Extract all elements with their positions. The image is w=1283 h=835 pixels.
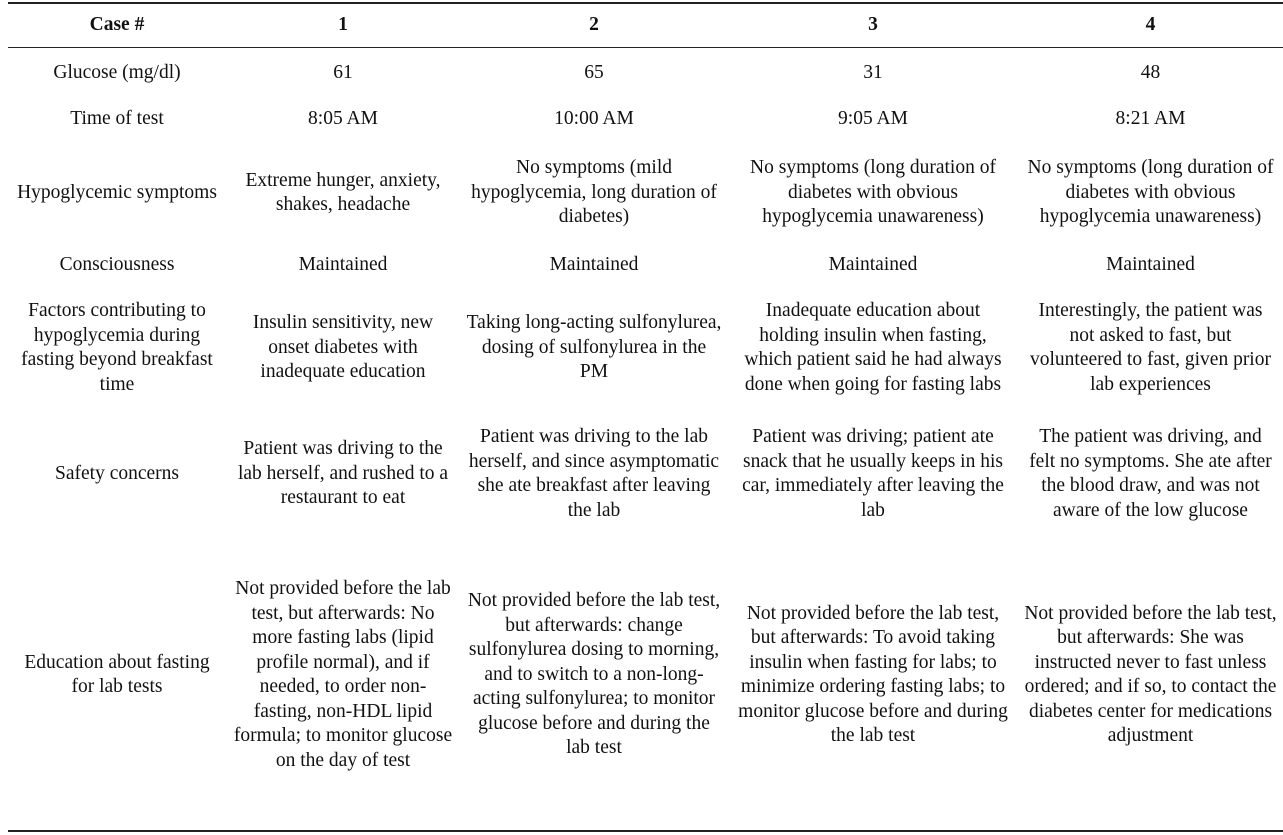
- row-label: Consciousness: [59, 254, 175, 276]
- table-cell: The patient was driving, and felt no symptoms. She ate after the blood draw, and was not aware of the low glucose: [1029, 426, 1272, 521]
- table-cell: Maintained: [549, 254, 639, 276]
- table-row-glucose: [8, 47, 1283, 100]
- header-case-2: 2: [589, 14, 599, 36]
- table-cell: 10:00 AM: [554, 107, 634, 129]
- table-cell: Maintained: [298, 254, 388, 276]
- table-cell: 9:05 AM: [838, 107, 908, 129]
- table-cell: Interestingly, the patient was not asked to fast, but volunteered to fast, given prior lab experiences: [1030, 300, 1271, 395]
- row-label: Education about fasting for lab tests: [24, 651, 210, 697]
- row-label: Glucose (mg/dl): [53, 62, 181, 84]
- table-header-row: [8, 4, 1283, 47]
- table-row-time-of-test: [8, 100, 1283, 138]
- table-row-contributing-factors: [8, 283, 1283, 413]
- table-cell: Patient was driving to the lab herself, and rushed to a restaurant to eat: [237, 438, 449, 509]
- table-bottom-rule: [8, 830, 1283, 832]
- table-cell: Patient was driving to the lab herself, and since asymptomatic she ate breakfast after leaving the lab: [468, 426, 720, 521]
- table-cell: 8:05 AM: [308, 107, 378, 129]
- row-label: Factors contributing to hypoglycemia during fasting beyond breakfast time: [21, 300, 213, 395]
- table-cell: Patient was driving; patient ate snack that he usually keeps in his car, immediately after leaving the lab: [742, 426, 1004, 521]
- row-label: Time of test: [70, 107, 164, 129]
- table-row-hypoglycemic-symptoms: [8, 138, 1283, 248]
- header-case-label: Case #: [89, 14, 145, 36]
- table-row-consciousness: [8, 248, 1283, 283]
- table-row-education: [8, 535, 1283, 815]
- table-cell: Extreme hunger, anxiety, shakes, headache: [245, 169, 441, 215]
- table-cell: 8:21 AM: [1115, 107, 1186, 129]
- row-label: Safety concerns: [55, 462, 179, 484]
- table-row-safety-concerns: [8, 413, 1283, 535]
- header-case-3: 3: [868, 14, 878, 36]
- table-cell: Not provided before the lab test, but afterwards: change sulfonylurea dosing to morning, and to switch to a non-long-acting sulfonylurea; to monitor glucose before and during the lab test: [467, 590, 721, 759]
- table-cell: 48: [1140, 62, 1161, 84]
- row-label: Hypoglycemic symptoms: [17, 181, 217, 203]
- table-cell: 65: [584, 62, 604, 84]
- table-cell: Inadequate education about holding insulin when fasting, which patient said he had always done when going for fasting labs: [744, 300, 1002, 395]
- table-cell: Maintained: [828, 254, 918, 276]
- table-cell: Maintained: [1106, 254, 1195, 276]
- table-cell: 61: [333, 62, 353, 84]
- table-cell: Insulin sensitivity, new onset diabetes with inadequate education: [252, 312, 434, 383]
- table-cell: Not provided before the lab test, but afterwards: To avoid taking insulin when fasting for labs; to minimize ordering fasting labs; to monitor glucose before and during the lab test: [738, 602, 1008, 746]
- table-cell: Taking long-acting sulfonylurea, dosing of sulfonylurea in the PM: [466, 312, 722, 383]
- case-comparison-table: [8, 4, 1283, 815]
- header-case-1: 1: [338, 14, 348, 36]
- table-cell: Not provided before the lab test, but afterwards: No more fasting labs (lipid profile normal), and if needed, to order non-fasting, non-HDL lipid formula; to monitor glucose on the day of test: [233, 578, 453, 771]
- header-case-4: 4: [1145, 14, 1156, 36]
- table-cell: 31: [863, 62, 883, 84]
- table-cell: No symptoms (long duration of diabetes with obvious hypoglycemia unawareness): [1027, 157, 1274, 228]
- table-cell: No symptoms (mild hypoglycemia, long duration of diabetes): [471, 157, 717, 228]
- table-cell: Not provided before the lab test, but afterwards: She was instructed never to fast unless ordered; and if so, to contact the diabetes center for medications adjustment: [1024, 602, 1277, 746]
- table-cell: No symptoms (long duration of diabetes with obvious hypoglycemia unawareness): [750, 157, 996, 228]
